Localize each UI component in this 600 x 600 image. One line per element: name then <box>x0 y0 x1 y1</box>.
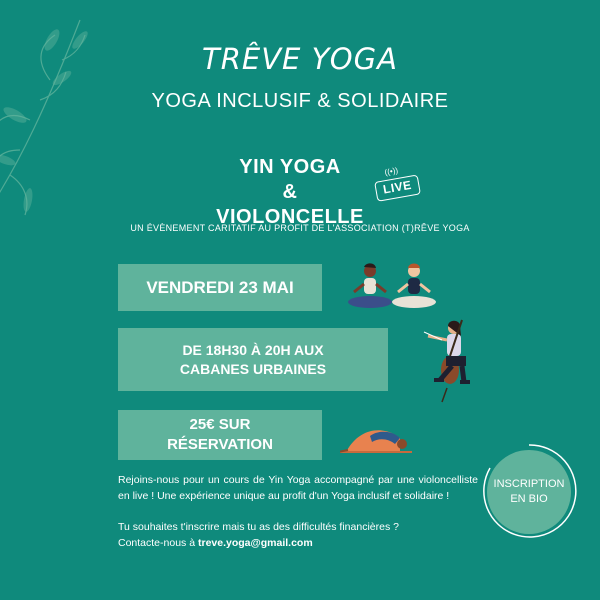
price-block <box>118 410 322 460</box>
tagline: YOGA INCLUSIF & SOLIDAIRE <box>151 90 449 112</box>
time-line: CABANES URBAINES <box>179 360 327 377</box>
cellist-illustration <box>420 318 475 403</box>
child-pose-illustration <box>340 418 415 454</box>
signup-cta-badge[interactable] <box>487 450 571 534</box>
event-subtitle: UN ÉVÈNEMENT CARITATIF AU PROFIT DE L'ASSOCIATION (T)RÊVE YOGA <box>130 223 470 233</box>
price-line: RÉSERVATION <box>167 436 273 453</box>
brand-title: TRÊVE YOGA <box>202 42 398 76</box>
live-broadcast-icon: ((•)) <box>383 165 399 178</box>
price-line: 25€ SUR <box>189 416 251 433</box>
contact-paragraph <box>118 519 478 551</box>
description-paragraph: Rejoins-nous pour un cours de Yin Yoga accompagné par une violoncelliste en live ! Une expérience unique au profit d'un Yoga inclusif et solidaire ! <box>118 474 478 502</box>
leaf-branch-icon <box>0 0 90 230</box>
cta-line: INSCRIPTION <box>493 478 565 490</box>
contact-email-link[interactable]: treve.yoga@gmail.com <box>197 537 313 549</box>
cta-line: EN BIO <box>510 493 548 505</box>
date-block <box>118 264 322 311</box>
time-block <box>118 328 388 391</box>
time-line: DE 18H30 À 20H AUX <box>182 341 324 358</box>
meditation-illustration <box>342 262 442 312</box>
event-title-line: & <box>282 181 298 203</box>
description-text <box>118 472 478 566</box>
event-title <box>180 155 400 230</box>
contact-prefix: Contacte-nous à <box>118 537 196 549</box>
date-label: VENDREDI 23 MAI <box>146 277 294 297</box>
event-title-line: YIN YOGA <box>239 156 341 178</box>
event-title-line: VIOLONCELLE <box>216 206 364 228</box>
contact-question: Tu souhaites t'inscrire mais tu as des difficultés financières ? <box>118 521 399 533</box>
live-badge-label: LIVE <box>382 177 413 197</box>
